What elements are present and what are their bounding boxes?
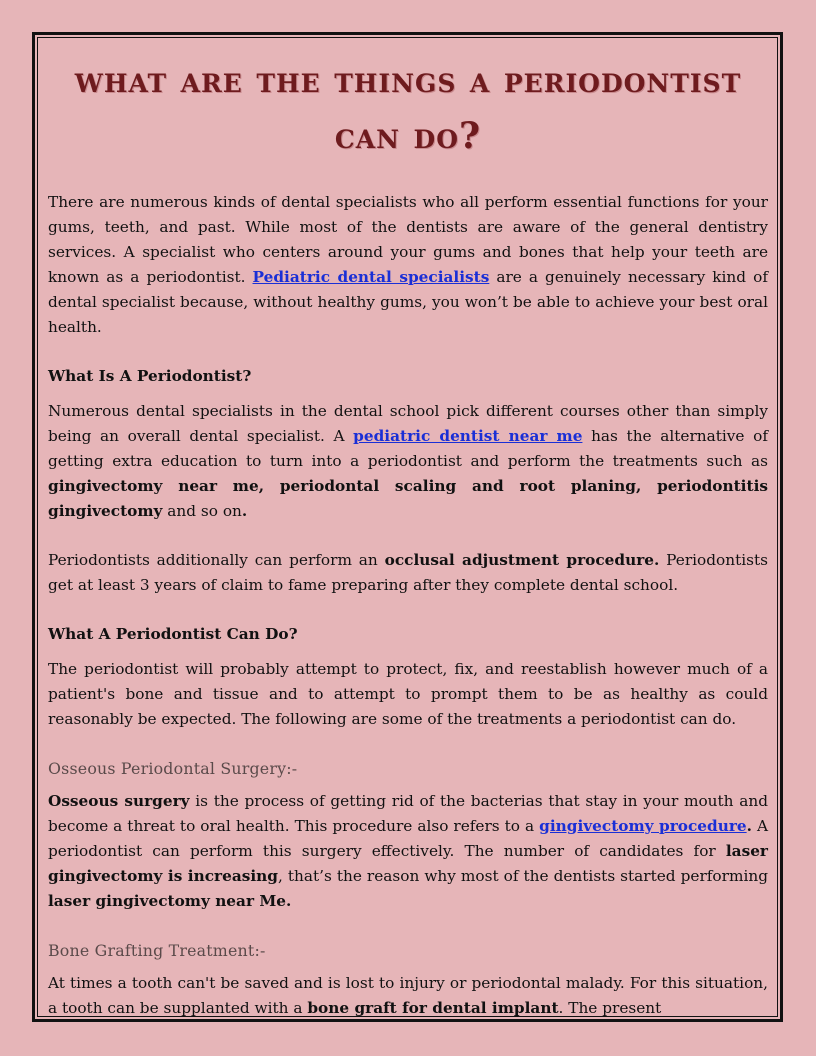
subheading-osseous-surgery: Osseous Periodontal Surgery:- [48, 759, 298, 778]
laser-gingivectomy-increasing-bold: laser gingivectomy is increasing [48, 842, 768, 885]
bone-graft-bold: bone graft for dental implant [307, 999, 559, 1017]
bone-grafting-text-1: At times a tooth can't be saved and is lost to injury or periodontal malady. For this situation, a tooth can be supplanted with a [48, 974, 768, 1017]
what-is-period: . [241, 502, 248, 520]
osseous-text-3: , that’s the reason why most of the dentists started performing [277, 867, 768, 885]
osseous-surgery-bold: Osseous surgery [48, 792, 190, 810]
occlusal-adjustment-bold: occlusal adjustment procedure. [384, 551, 660, 569]
treatments-bold: gingivectomy near me, periodontal scaling and root planing, periodontitis gingivectomy [48, 477, 768, 520]
what-is-p2-text-2: Periodontists get at least 3 years of claim to fame preparing after they complete dental school. [48, 551, 768, 594]
bone-grafting-paragraph [48, 971, 768, 1021]
laser-gingivectomy-near-me-bold: laser gingivectomy near Me. [48, 892, 292, 910]
what-is-paragraph-2 [48, 548, 768, 598]
gingivectomy-procedure-link[interactable]: gingivectomy procedure [539, 817, 747, 835]
intro-text-1: There are numerous kinds of dental specialists who all perform essential functions for your gums, teeth, and past. While most of the dentists are aware of the general dentistry services. A specialist who centers around your gums and bones that help your teeth are known as a periodontist. [48, 193, 768, 286]
what-is-p2-text-1: Periodontists additionally can perform an [48, 551, 385, 569]
what-is-text-2: has the alternative of getting extra education to turn into a periodontist and perform the treatments such as [48, 427, 768, 470]
what-can-do-paragraph: The periodontist will probably attempt to protect, fix, and reestablish however much of a patient's bone and tissue and to attempt to prompt them to be as healthy as could reasonably be expected. The following are some of the treatments a periodontist can do. [48, 660, 768, 728]
subheading-bone-grafting: Bone Grafting Treatment:- [48, 941, 266, 960]
document-content [48, 52, 768, 1021]
intro-paragraph [48, 190, 768, 340]
section-heading-what-can-do: What A Periodontist Can Do? [48, 625, 298, 643]
osseous-text-2: A periodontist can perform this surgery effectively. The number of candidates for [48, 817, 768, 860]
what-is-paragraph-1 [48, 399, 768, 524]
section-heading-what-is: What Is A Periodontist? [48, 367, 252, 385]
pediatric-dental-specialists-link[interactable]: Pediatric dental specialists [252, 268, 490, 286]
osseous-paragraph [48, 789, 768, 914]
osseous-text-1: is the process of getting rid of the bacterias that stay in your mouth and become a threat to oral health. This procedure also refers to a [48, 792, 768, 835]
osseous-period: . [746, 817, 752, 835]
what-is-text-1: Numerous dental specialists in the dental school pick different courses other than simply being an overall dental specialist. A [48, 402, 768, 445]
bone-grafting-text-2: . The present [558, 999, 662, 1017]
pediatric-dentist-near-me-link[interactable]: pediatric dentist near me [353, 427, 583, 445]
intro-text-2: are a genuinely necessary kind of dental specialist because, without healthy gums, you won’t be able to achieve your best oral health. [48, 268, 768, 336]
page-title: what are the things a periodontist can do? [74, 59, 742, 157]
what-is-text-3: and so on [162, 502, 242, 520]
